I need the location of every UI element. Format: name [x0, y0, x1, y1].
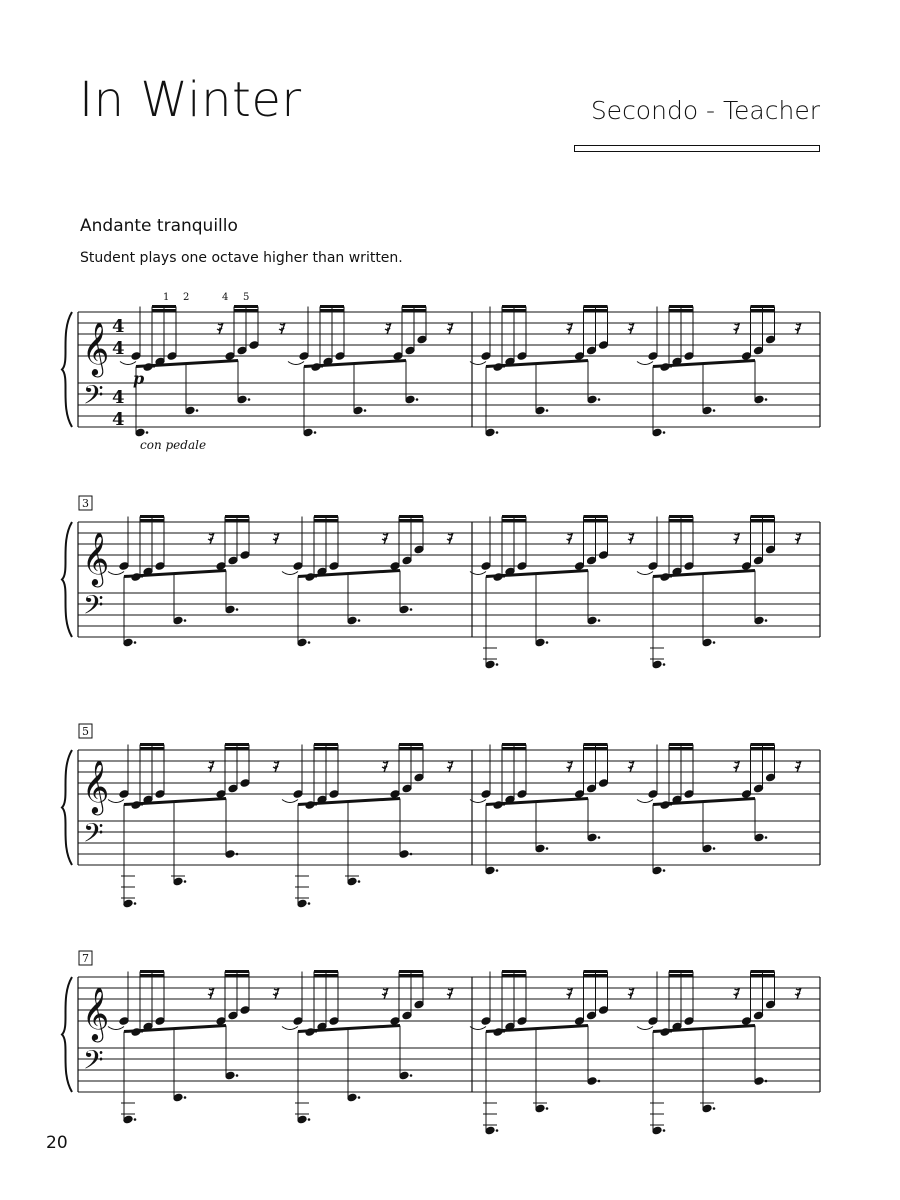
sixteenth-rest: 𝄿	[796, 533, 800, 548]
page-title: In Winter	[79, 72, 302, 128]
time-signature-top: 4	[112, 387, 125, 408]
fingering-number: 4	[222, 292, 229, 303]
treble-clef: 𝄞	[82, 759, 110, 813]
dot	[308, 1118, 311, 1121]
tie	[282, 1027, 298, 1030]
measure-number: 5	[82, 725, 89, 738]
tie	[120, 362, 136, 365]
dot	[358, 880, 361, 883]
dot	[134, 1118, 137, 1121]
system-brace	[62, 977, 72, 1092]
note-beam	[486, 361, 588, 367]
dot	[308, 902, 311, 905]
note-beam	[653, 361, 755, 367]
note-beam	[486, 571, 588, 577]
tie	[108, 800, 124, 803]
page-number: 20	[46, 1133, 68, 1153]
music-system-2	[0, 497, 900, 670]
sixteenth-rest: 𝄿	[629, 761, 633, 776]
dot	[598, 1080, 601, 1083]
time-signature-top: 4	[112, 316, 125, 337]
note-beam	[124, 571, 226, 577]
dot	[314, 431, 317, 434]
sixteenth-rest: 𝄿	[218, 323, 222, 338]
tie	[637, 1027, 653, 1030]
note-beam	[136, 361, 238, 367]
sixteenth-rest: 𝄿	[629, 988, 633, 1003]
dynamic-marking: p	[133, 369, 145, 388]
dot	[546, 409, 549, 412]
tie	[108, 572, 124, 575]
bass-clef: 𝄢	[83, 1044, 104, 1082]
dot	[410, 608, 413, 611]
dot	[546, 1107, 549, 1110]
sixteenth-rest: 𝄿	[280, 323, 284, 338]
bass-clef: 𝄢	[83, 379, 104, 417]
part-label: Secondo - Teacher	[590, 96, 820, 125]
dot	[146, 431, 149, 434]
dot	[134, 902, 137, 905]
sixteenth-rest: 𝄿	[448, 533, 452, 548]
note-beam	[124, 799, 226, 805]
pedal-marking: con pedale	[140, 438, 207, 452]
performance-instruction: Student plays one octave higher than written.	[80, 250, 403, 266]
sixteenth-rest: 𝄿	[796, 988, 800, 1003]
sixteenth-rest: 𝄿	[796, 761, 800, 776]
note-beam	[124, 1026, 226, 1032]
measure-number: 3	[82, 497, 89, 510]
dot	[713, 1107, 716, 1110]
dot	[713, 641, 716, 644]
tie	[108, 1027, 124, 1030]
dot	[765, 398, 768, 401]
dot	[358, 1096, 361, 1099]
dot	[410, 1074, 413, 1077]
dot	[598, 836, 601, 839]
sixteenth-rest: 𝄿	[734, 761, 739, 776]
dot	[496, 663, 499, 666]
sixteenth-rest: 𝄿	[629, 533, 633, 548]
dot	[546, 641, 549, 644]
note-beam	[486, 799, 588, 805]
dot	[496, 431, 499, 434]
time-signature-bottom: 4	[112, 338, 125, 359]
sixteenth-rest: 𝄿	[734, 323, 739, 338]
note-beam	[298, 1026, 400, 1032]
dot	[713, 409, 716, 412]
note-beam	[298, 799, 400, 805]
sixteenth-rest: 𝄿	[567, 323, 572, 338]
system-brace	[62, 312, 72, 427]
sixteenth-rest: 𝄿	[274, 761, 278, 776]
dot	[416, 398, 419, 401]
treble-clef: 𝄞	[82, 321, 110, 375]
time-signature-bottom: 4	[112, 409, 125, 430]
sixteenth-rest: 𝄿	[209, 533, 213, 548]
sixteenth-rest: 𝄿	[567, 761, 572, 776]
music-system-3	[0, 725, 900, 898]
dot	[134, 641, 137, 644]
sixteenth-rest: 𝄿	[448, 323, 452, 338]
dot	[598, 398, 601, 401]
bass-clef: 𝄢	[83, 817, 104, 855]
dot	[358, 619, 361, 622]
note-beam	[653, 1026, 755, 1032]
tie	[288, 362, 304, 365]
tie	[637, 800, 653, 803]
music-system-4	[0, 952, 900, 1125]
dot	[184, 880, 187, 883]
note-beam	[486, 1026, 588, 1032]
sixteenth-rest: 𝄿	[567, 988, 572, 1003]
system-brace	[62, 750, 72, 865]
dot	[663, 663, 666, 666]
note-beam	[298, 571, 400, 577]
dot	[236, 1074, 239, 1077]
bass-clef: 𝄢	[83, 589, 104, 627]
tie	[282, 572, 298, 575]
dot	[496, 1129, 499, 1132]
dot	[364, 409, 367, 412]
sixteenth-rest: 𝄿	[383, 533, 387, 548]
sixteenth-rest: 𝄿	[274, 988, 278, 1003]
music-system-1	[0, 290, 900, 460]
dot	[248, 398, 251, 401]
dot	[598, 619, 601, 622]
sixteenth-rest: 𝄿	[386, 323, 390, 338]
sixteenth-rest: 𝄿	[209, 761, 213, 776]
sixteenth-rest: 𝄿	[734, 988, 739, 1003]
sixteenth-rest: 𝄿	[629, 323, 633, 338]
sixteenth-rest: 𝄿	[448, 988, 452, 1003]
dot	[184, 1096, 187, 1099]
dot	[184, 619, 187, 622]
dot	[663, 1129, 666, 1132]
note-beam	[653, 571, 755, 577]
measure-number: 7	[82, 952, 89, 965]
dot	[236, 853, 239, 856]
system-brace	[62, 522, 72, 637]
dot	[410, 853, 413, 856]
tempo-marking: Andante tranquillo	[80, 216, 238, 236]
note-beam	[653, 799, 755, 805]
dot	[236, 608, 239, 611]
sixteenth-rest: 𝄿	[383, 988, 387, 1003]
sixteenth-rest: 𝄿	[567, 533, 572, 548]
sixteenth-rest: 𝄿	[274, 533, 278, 548]
dot	[765, 836, 768, 839]
treble-clef: 𝄞	[82, 531, 110, 585]
treble-clef: 𝄞	[82, 986, 110, 1040]
sixteenth-rest: 𝄿	[383, 761, 387, 776]
dot	[196, 409, 199, 412]
sixteenth-rest: 𝄿	[448, 761, 452, 776]
dot	[496, 869, 499, 872]
dot	[765, 619, 768, 622]
tie	[637, 572, 653, 575]
fingering-number: 2	[183, 292, 190, 303]
sixteenth-rest: 𝄿	[209, 988, 213, 1003]
dot	[663, 869, 666, 872]
dot	[765, 1080, 768, 1083]
tie	[637, 362, 653, 365]
dot	[546, 847, 549, 850]
fingering-number: 5	[243, 292, 250, 303]
part-underline	[574, 145, 820, 152]
fingering-number: 1	[163, 292, 170, 303]
sixteenth-rest: 𝄿	[796, 323, 800, 338]
dot	[308, 641, 311, 644]
sixteenth-rest: 𝄿	[734, 533, 739, 548]
dot	[713, 847, 716, 850]
tie	[282, 800, 298, 803]
note-beam	[304, 361, 406, 367]
dot	[663, 431, 666, 434]
